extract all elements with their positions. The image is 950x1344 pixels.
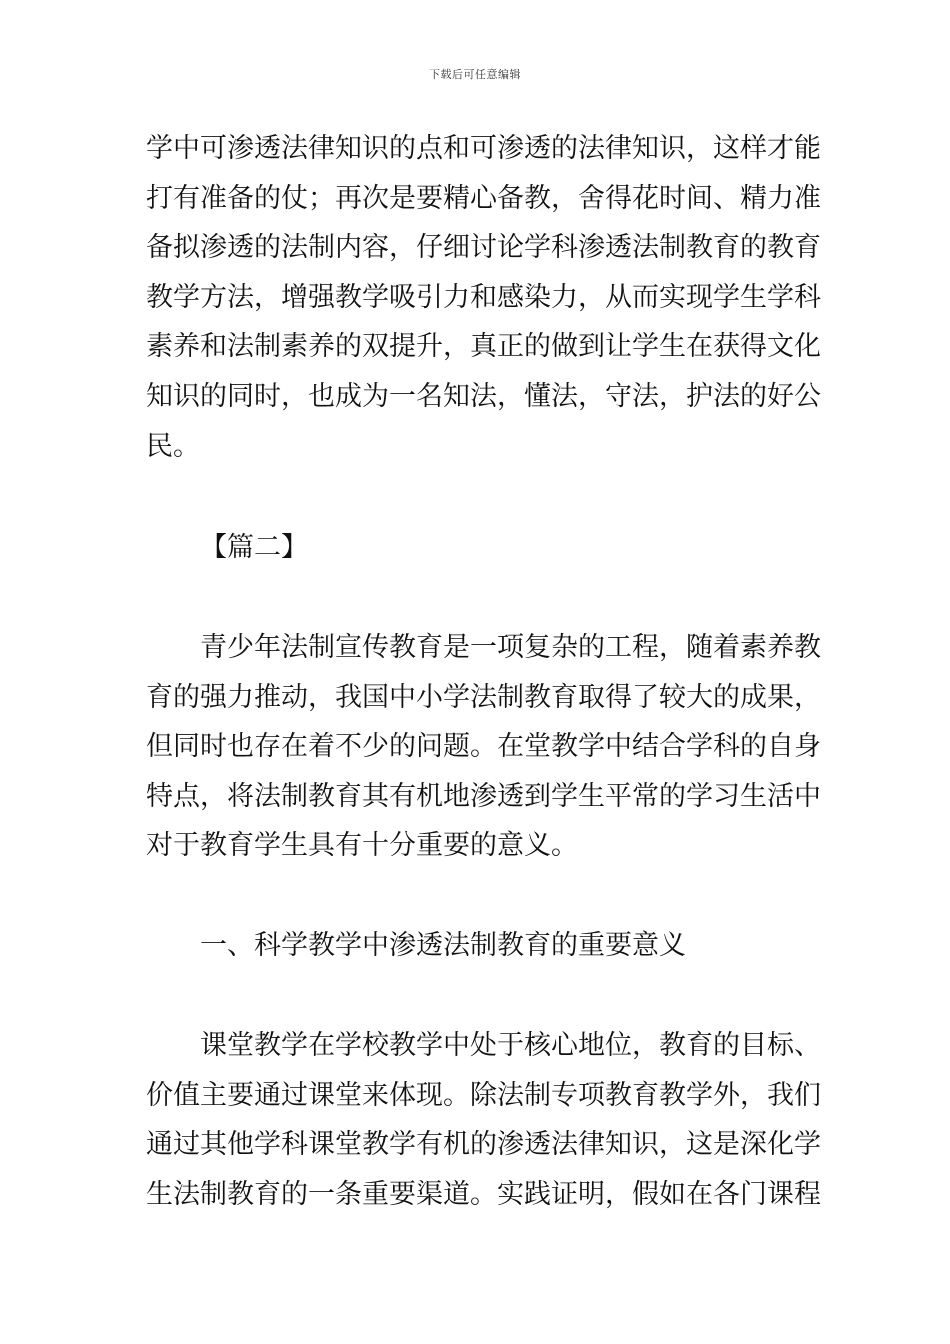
heading-text: 一、科学教学中渗透法制教育的重要意义 bbox=[200, 930, 686, 961]
section-title bbox=[146, 523, 806, 573]
page-header: 下载后可任意编辑 bbox=[429, 68, 521, 81]
heading-1 bbox=[146, 921, 806, 971]
paragraph-line: 青少年法制宣传教育是一项复杂的工程，随着素养教 bbox=[200, 632, 821, 663]
paragraph-line: 学中可渗透法律知识的点和可渗透的法律知识，这样才能 bbox=[146, 133, 821, 164]
paragraph-line: 打有准备的仗；再次是要精心备教，舍得花时间、精力准 bbox=[146, 182, 821, 214]
paragraph-line: 对于教育学生具有十分重要的意义。 bbox=[146, 830, 578, 862]
paragraph-line: 育的强力推动，我国中小学法制教育取得了较大的成果， bbox=[146, 681, 821, 713]
paragraph-line: 民。 bbox=[146, 430, 200, 462]
paragraph-3 bbox=[146, 1021, 821, 1219]
paragraph-2 bbox=[146, 623, 821, 871]
paragraph-line: 知识的同时，也成为一名知法，懂法，守法，护法的好公 bbox=[146, 380, 821, 412]
paragraph-line: 备拟渗透的法制内容，仔细讨论学科渗透法制教育的教育 bbox=[146, 232, 821, 264]
paragraph-line: 课堂教学在学校教学中处于核心地位，教育的目标、 bbox=[200, 1030, 821, 1061]
paragraph-line: 通过其他学科课堂教学有机的渗透法律知识，这是深化学 bbox=[146, 1129, 821, 1161]
paragraph-line: 教学方法，增强教学吸引力和感染力，从而实现学生学科 bbox=[146, 281, 821, 313]
paragraph-line: 生法制教育的一条重要渠道。实践证明，假如在各门课程 bbox=[146, 1178, 821, 1210]
paragraph-line: 但同时也存在着不少的问题。在堂教学中结合学科的自身 bbox=[146, 731, 821, 763]
paragraph-line: 特点，将法制教育其有机地渗透到学生平常的学习生活中 bbox=[146, 780, 821, 812]
section-title-text: 【篇二】 bbox=[200, 532, 308, 563]
paragraph-line: 价值主要通过课堂来体现。除法制专项教育教学外，我们 bbox=[146, 1079, 821, 1111]
paragraph-1 bbox=[146, 124, 821, 471]
paragraph-line: 素养和法制素养的双提升，真正的做到让学生在获得文化 bbox=[146, 331, 821, 363]
